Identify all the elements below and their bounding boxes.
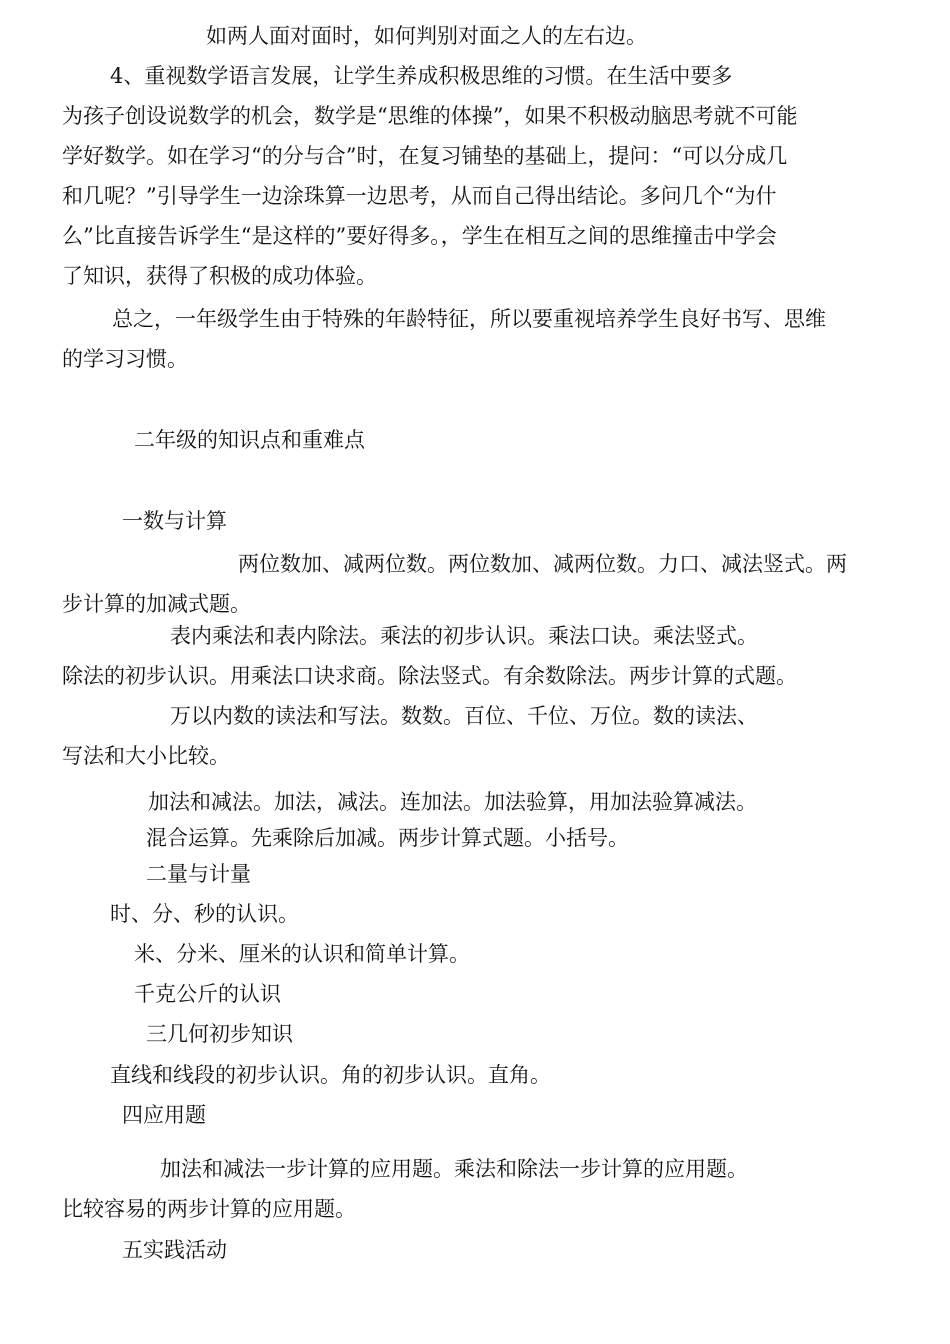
section-heading: 三几何初步知识 (146, 1022, 293, 1046)
paragraph-line: 为孩子创设说数学的机会，数学是“思维的体操”，如果不积极动脑思考就不可能 (62, 104, 798, 128)
paragraph-line: 么”比直接告诉学生“是这样的”要好得多。，学生在相互之间的思维撞击中学会 (62, 224, 777, 248)
paragraph-line: 千克公斤的认识 (134, 982, 281, 1006)
paragraph-line: 步计算的加减式题。 (62, 592, 251, 616)
paragraph-line: 除法的初步认识。用乘法口诀求商。除法竖式。有余数除法。两步计算的式题。 (62, 664, 797, 688)
paragraph-line: 学好数学。如在学习“的分与合”时，在复习铺垫的基础上，提问：“可以分成几 (62, 144, 788, 168)
paragraph-line: 时、分、秒的认识。 (110, 902, 299, 926)
paragraph-line: 万以内数的读法和写法。数数。百位、千位、万位。数的读法、 (170, 704, 758, 728)
paragraph-line: 4、重视数学语言发展，让学生养成积极思维的习惯。在生活中要多 (110, 64, 733, 88)
paragraph-line: 比较容易的两步计算的应用题。 (62, 1197, 356, 1221)
paragraph-line: 写法和大小比较。 (62, 744, 230, 768)
section-heading: 一数与计算 (122, 509, 227, 533)
section-title: 二年级的知识点和重难点 (134, 428, 365, 452)
paragraph-line: 表内乘法和表内除法。乘法的初步认识。乘法口诀。乘法竖式。 (170, 624, 758, 648)
section-heading: 四应用题 (122, 1103, 206, 1127)
paragraph-line: 加法和减法一步计算的应用题。乘法和除法一步计算的应用题。 (160, 1157, 748, 1181)
paragraph-line: 混合运算。先乘除后加减。两步计算式题。小括号。 (146, 826, 629, 850)
section-heading: 二量与计量 (146, 862, 251, 886)
paragraph-line: 米、分米、厘米的认识和简单计算。 (134, 942, 470, 966)
paragraph-line: 直线和线段的初步认识。角的初步认识。直角。 (110, 1063, 551, 1087)
paragraph-line: 加法和减法。加法，减法。连加法。加法验算，用加法验算减法。 (148, 790, 757, 814)
paragraph-line: 和几呢？”引导学生一边涂珠算一边思考，从而自己得出结论。多问几个“为什 (62, 184, 777, 208)
paragraph-line: 如两人面对面时，如何判别对面之人的左右边。 (206, 24, 647, 48)
paragraph-line: 了知识，获得了积极的成功体验。 (62, 264, 377, 288)
paragraph-line: 两位数加、减两位数。两位数加、减两位数。力口、减法竖式。两 (238, 552, 847, 576)
paragraph-line: 的学习习惯。 (62, 347, 188, 371)
paragraph-line: 总之，一年级学生由于特殊的年龄特征，所以要重视培养学生良好书写、思维 (112, 307, 826, 331)
section-heading: 五实践活动 (122, 1238, 227, 1262)
